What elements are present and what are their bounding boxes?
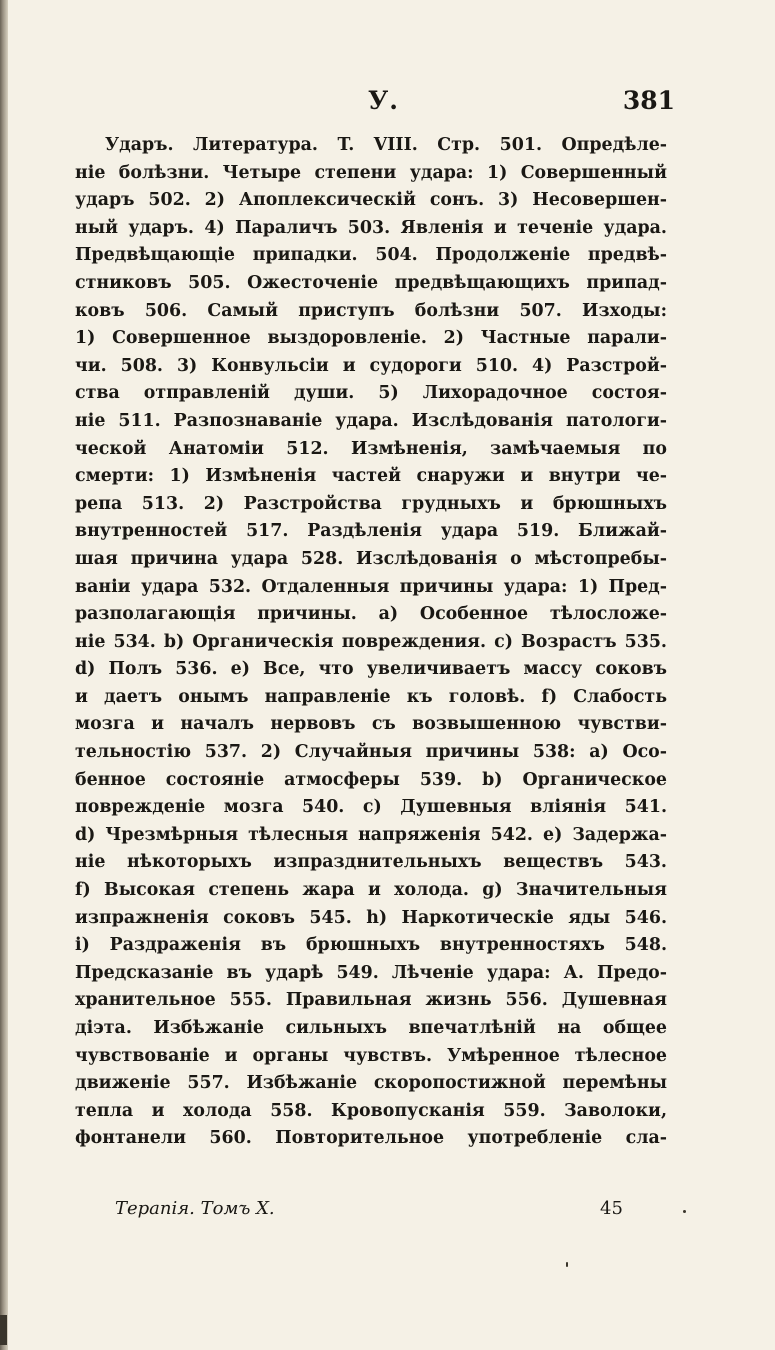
- text-line: ный ударъ. 4) Параличъ 503. Явленія и теченіе удара.: [75, 217, 667, 238]
- text-line: Предвѣщающіе припадки. 504. Продолженіе предвѣ-: [75, 245, 667, 266]
- printer-signature-line: [115, 1198, 675, 1228]
- text-line: ваніи удара 532. Отдаленныя причины удара: 1) Пред-: [75, 576, 667, 597]
- text-line: d) Чрезмѣрныя тѣлесныя напряженія 542. e) Задержа-: [75, 824, 667, 845]
- text-line: ніе 511. Разпознаваніе удара. Изслѣдованія патологи-: [75, 410, 667, 431]
- text-line: движеніе 557. Избѣжаніе скоропостижной перемѣны: [75, 1073, 667, 1094]
- text-line: i) Раздраженія въ брюшныхъ внутренностяхъ 548.: [75, 935, 667, 956]
- text-line: Предсказаніе въ ударѣ 549. Лѣченіе удара: А. Предо-: [75, 962, 667, 983]
- text-line: шая причина удара 528. Изслѣдованія о мѣстопребы-: [75, 548, 667, 569]
- page-binding-edge: [0, 0, 8, 1350]
- text-line: d) Полъ 536. e) Все, что увеличиваетъ массу соковъ: [75, 659, 667, 680]
- text-line: ства отправленій души. 5) Лихорадочное состоя-: [75, 383, 667, 404]
- text-line: тепла и холода 558. Кровопусканія 559. Заволоки,: [75, 1100, 667, 1121]
- text-line: внутренностей 517. Раздѣленія удара 519. Ближай-: [75, 521, 667, 542]
- printer-signature: Терапія. Томъ X.: [115, 1198, 275, 1219]
- text-line: ческой Анатоміи 512. Измѣненія, замѣчаемыя по: [75, 438, 667, 459]
- text-line: стниковъ 505. Ожесточеніе предвѣщающихъ припад-: [75, 272, 667, 293]
- text-line: ніе нѣкоторыхъ изпразднительныхъ веществъ 543.: [75, 852, 667, 873]
- text-line: ніе 534. b) Органическія повреждения. c) Возрастъ 535.: [75, 631, 667, 652]
- text-line: смерти: 1) Измѣненія частей снаружи и внутри че-: [75, 466, 667, 487]
- text-line: ударъ 502. 2) Апоплексическій сонъ. 3) Несовершен-: [75, 190, 667, 211]
- index-paragraph: [75, 132, 667, 1153]
- ink-speck: [683, 1210, 686, 1213]
- ink-speck: [566, 1262, 568, 1267]
- text-line: діэта. Избѣжаніе сильныхъ впечатлѣній на общее: [75, 1018, 667, 1038]
- text-line: бенное состояніе атмосферы 539. b) Органическое: [75, 769, 667, 790]
- text-line: репа 513. 2) Разстройства грудныхъ и брюшныхъ: [75, 493, 667, 514]
- text-line: ковъ 506. Самый приступъ болѣзни 507. Изходы:: [75, 300, 667, 321]
- text-line: 1) Совершенное выздоровленіе. 2) Частные парали-: [75, 328, 667, 349]
- running-head: [100, 86, 675, 122]
- text-line: разполагающія причины. a) Особенное тѣлосложе-: [75, 604, 667, 625]
- text-line: f) Высокая степень жара и холода. g) Значительныя: [75, 880, 667, 901]
- text-line: ніе болѣзни. Четыре степени удара: 1) Совершенный: [75, 162, 667, 183]
- text-line: чувствованіе и органы чувствъ. Умѣренное тѣлесное: [75, 1045, 667, 1066]
- text-line: и даетъ онымъ направленіе къ головѣ. f) Слабость: [75, 686, 667, 707]
- text-line: Ударъ. Литература. T. VIII. Стр. 501. Опредѣле-: [105, 135, 667, 155]
- binding-mark: [0, 1315, 7, 1345]
- running-head-title: У.: [368, 86, 399, 115]
- text-line: чи. 508. 3) Конвульсіи и судороги 510. 4) Разстрой-: [75, 355, 667, 376]
- signature-number: 45: [600, 1198, 623, 1219]
- text-line: поврежденіе мозга 540. c) Душевныя вліянія 541.: [75, 797, 667, 818]
- text-line: изпражненія соковъ 545. h) Наркотическіе яды 546.: [75, 907, 667, 928]
- page-number: 381: [622, 86, 675, 115]
- text-line: фонтанели 560. Повторительное употребленіе сла-: [75, 1128, 667, 1149]
- text-line: хранительное 555. Правильная жизнь 556. Душевная: [75, 990, 667, 1011]
- text-line: мозга и началъ нервовъ съ возвышенною чувстви-: [75, 714, 667, 735]
- text-line: тельностію 537. 2) Случайныя причины 538: a) Осо-: [75, 742, 667, 763]
